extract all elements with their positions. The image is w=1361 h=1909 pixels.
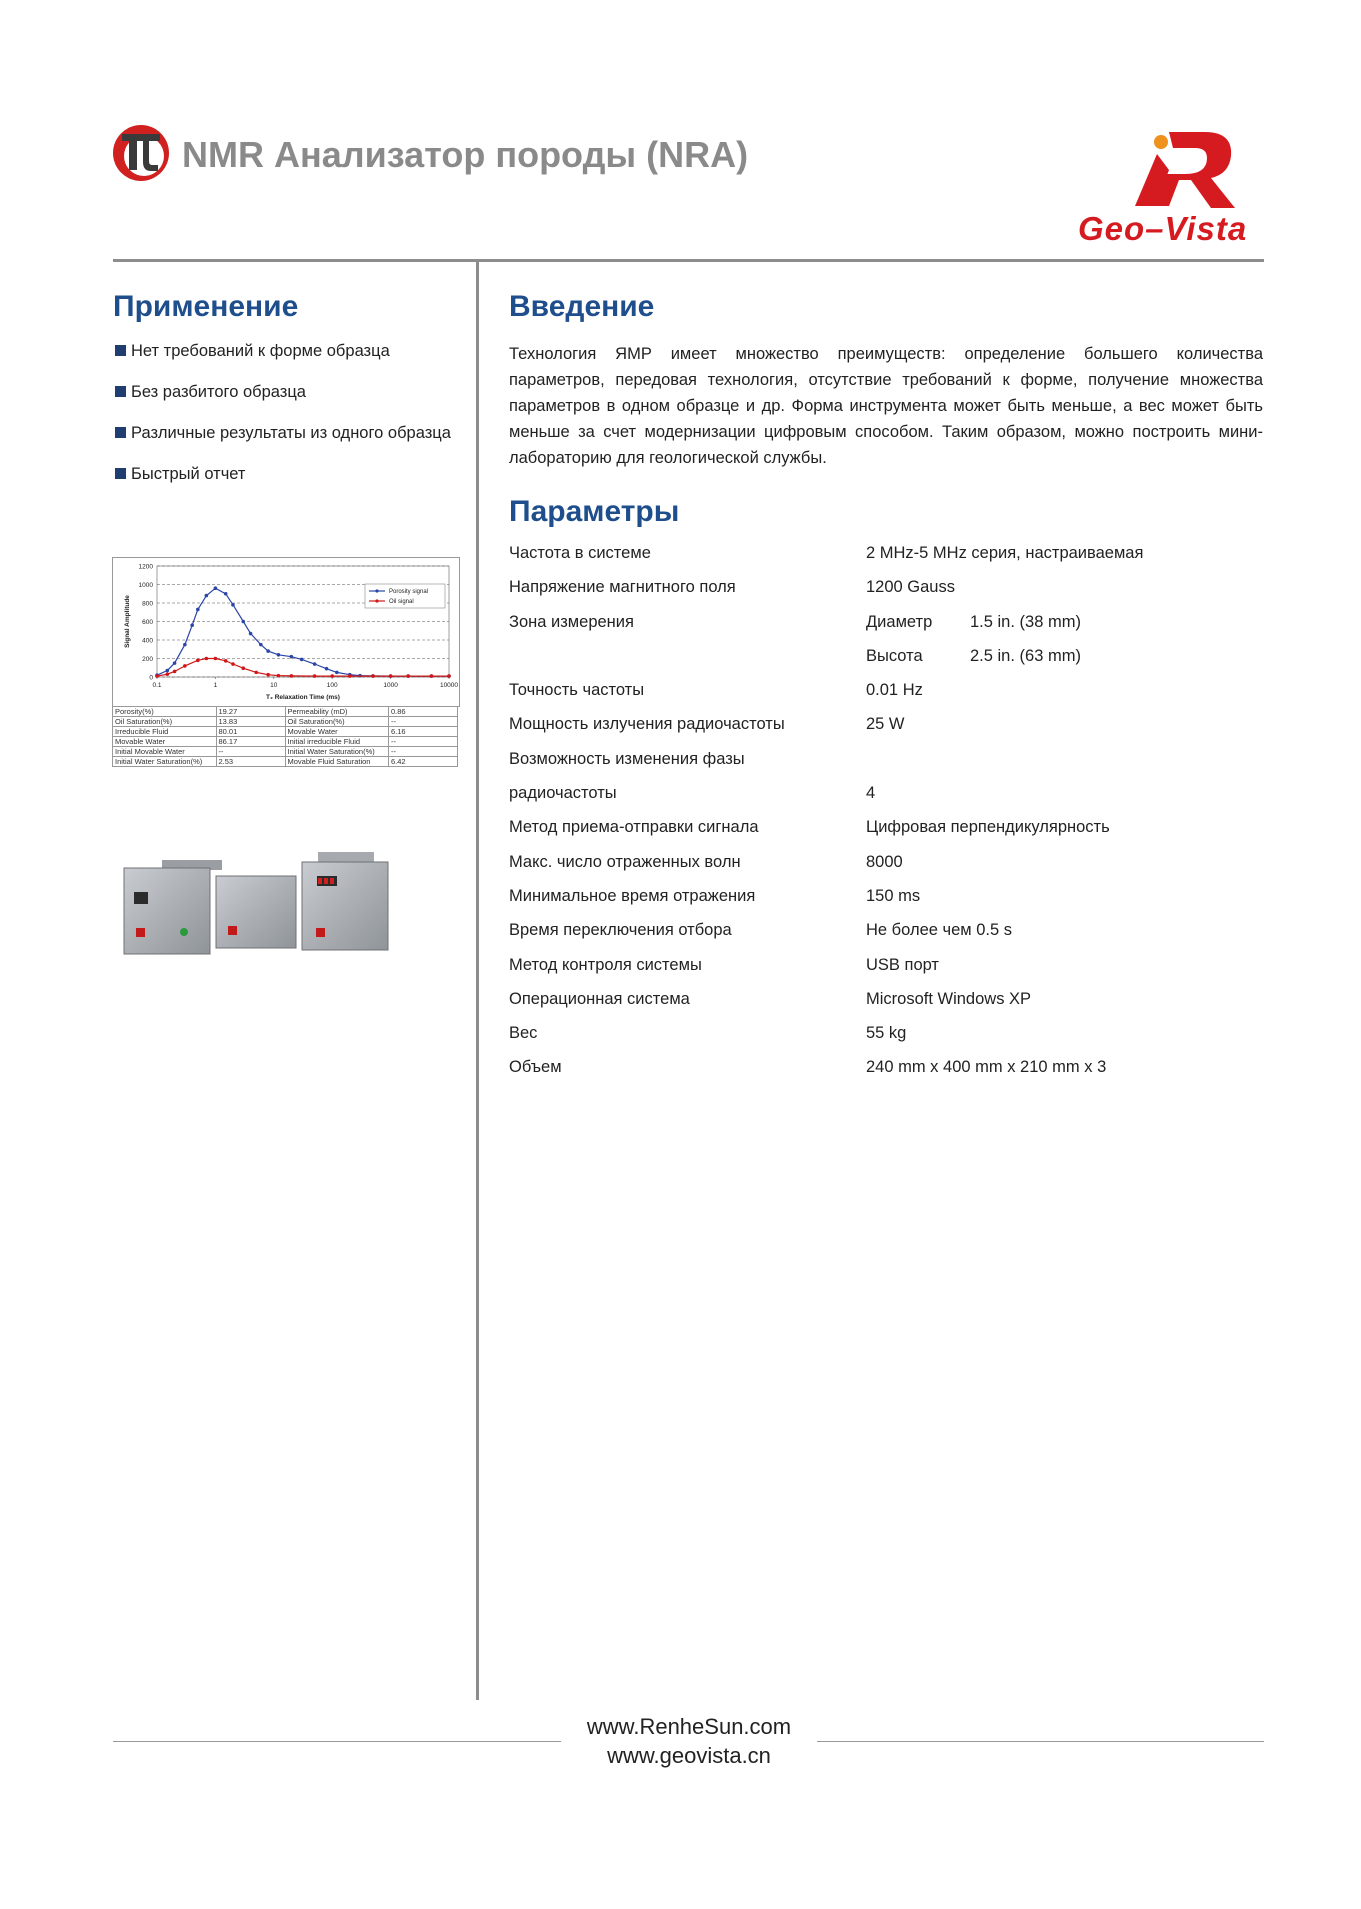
data-point — [406, 674, 410, 678]
legend-marker — [375, 599, 378, 602]
parameter-row — [509, 853, 1263, 887]
introduction-title: Введение — [509, 290, 655, 323]
data-point — [266, 649, 270, 653]
y-axis-label: Signal Amplitude — [124, 595, 131, 648]
table-cell: Permeability (mD) — [285, 707, 389, 717]
x-axis-label: T₂ Relaxation Time (ms) — [266, 694, 340, 701]
table-row — [113, 717, 458, 727]
parameter-label: радиочастоты — [509, 784, 617, 803]
table-cell: 13.83 — [216, 717, 285, 727]
data-point — [325, 667, 329, 671]
data-point — [241, 620, 245, 624]
t2-chart — [112, 557, 460, 707]
table-cell: -- — [216, 747, 285, 757]
parameter-row — [509, 750, 1263, 784]
bullet-icon — [115, 468, 126, 479]
table-row — [113, 707, 458, 717]
y-tick-label: 200 — [142, 656, 153, 663]
data-point — [371, 674, 375, 678]
parameter-row — [509, 887, 1263, 921]
data-point — [190, 623, 194, 627]
data-point — [430, 674, 434, 678]
data-point — [214, 657, 218, 661]
x-tick-label: 1 — [213, 682, 218, 689]
t2-chart-svg — [113, 558, 459, 706]
parameter-value: 8000 — [866, 852, 903, 871]
parameter-value: Диаметр — [866, 612, 933, 631]
y-tick-label: 600 — [142, 619, 153, 626]
parameter-value: 55 kg — [866, 1024, 907, 1043]
data-point — [277, 674, 281, 678]
page-title: NMR Анализатор породы (NRA) — [182, 134, 749, 175]
data-point — [165, 672, 169, 676]
x-tick-label: 10 — [270, 682, 278, 689]
website-link[interactable]: www.geovista.cn — [607, 1743, 771, 1768]
device-photo — [122, 852, 452, 962]
data-point — [313, 662, 317, 666]
parameter-value: Microsoft Windows XP — [866, 989, 1032, 1008]
list-item: Без разбитого образца — [113, 382, 453, 402]
table-cell: 19.27 — [216, 707, 285, 717]
table-row — [113, 747, 458, 757]
table-cell: Movable Water — [285, 727, 389, 737]
table-cell: -- — [389, 747, 458, 757]
applications-title: Применение — [113, 290, 299, 323]
parameter-row — [509, 956, 1263, 990]
parameter-label: Точность частоты — [509, 681, 645, 700]
parameters-table — [509, 544, 1263, 1093]
parameter-row — [509, 613, 1263, 647]
parameter-row — [509, 990, 1263, 1024]
footer-divider-right — [817, 1741, 1264, 1742]
parameter-value: 2 MHz-5 MHz серия, настраиваемая — [866, 544, 1144, 562]
data-point — [196, 608, 200, 612]
data-point — [249, 632, 253, 636]
legend-label: Porosity signal — [389, 589, 429, 596]
header-divider — [113, 259, 1264, 262]
parameter-row — [509, 544, 1263, 578]
parameter-label: Время переключения отбора — [509, 921, 732, 940]
table-cell: 6.42 — [389, 757, 458, 767]
parameter-row — [509, 784, 1263, 818]
y-tick-label: 1200 — [138, 563, 153, 571]
table-cell: Initial Water Saturation(%) — [285, 747, 389, 757]
column-divider — [476, 259, 479, 1700]
parameter-value: 150 ms — [866, 886, 921, 905]
table-cell: Porosity(%) — [113, 707, 217, 717]
data-point — [165, 669, 169, 673]
data-point — [155, 674, 159, 678]
parameter-subvalue: 2.5 in. (63 mm) — [970, 646, 1081, 665]
parameter-row — [509, 1024, 1263, 1058]
parameter-label: Минимальное время отражения — [509, 886, 756, 905]
list-item: Быстрый отчет — [113, 464, 453, 484]
data-point — [277, 653, 281, 657]
data-point — [224, 659, 228, 663]
data-point — [173, 661, 177, 665]
parameter-value: 4 — [866, 784, 876, 803]
y-tick-label: 800 — [142, 600, 153, 608]
parameter-value: Цифровая перпендикулярность — [866, 818, 1110, 837]
legend-label: Oil signal — [389, 599, 414, 606]
parameter-value: USB порт — [866, 955, 939, 974]
table-cell: -- — [389, 717, 458, 727]
parameter-row — [509, 921, 1263, 955]
table-cell: Initial Water Saturation(%) — [113, 757, 217, 767]
data-point — [241, 666, 245, 670]
table-cell: Initial irreducible Fluid — [285, 737, 389, 747]
table-cell: 6.16 — [389, 727, 458, 737]
list-item: Нет требований к форме образца — [113, 341, 453, 361]
applications-list — [113, 341, 453, 484]
data-point — [290, 655, 294, 659]
data-point — [183, 664, 187, 668]
bullet-icon — [115, 427, 126, 438]
y-tick-label: 0 — [149, 674, 153, 682]
footer-divider-left — [113, 1741, 561, 1742]
parameter-value: 1200 Gauss — [866, 578, 955, 597]
data-point — [183, 643, 187, 647]
parameter-label: Макс. число отраженных волн — [509, 852, 741, 871]
data-point — [231, 603, 235, 607]
x-tick-label: 10000 — [439, 682, 459, 689]
parameter-label: Частота в системе — [509, 544, 651, 562]
data-point — [300, 658, 304, 662]
y-tick-label: 1000 — [138, 582, 153, 589]
parameter-row — [509, 578, 1263, 612]
data-point — [389, 674, 393, 678]
parameter-label: Метод приема-отправки сигнала — [509, 818, 759, 837]
measurements-table — [112, 706, 458, 767]
x-tick-label: 0.1 — [152, 682, 162, 689]
table-cell: Irreducible Fluid — [113, 727, 217, 737]
data-point — [214, 586, 218, 590]
data-point — [335, 671, 339, 675]
table-cell: -- — [389, 737, 458, 747]
introduction-text: Технология ЯМР имеет множество преимуществ: определение большего количества параметров, передовая технология, отсутствие требований к форме, получение множества параметров в одном образце и др. Форма инструмента может быть меньше, а вес может быть меньше за счет модернизации цифровым способом. Таким образом, можно построить мини-лабораторию для геологической службы. — [509, 345, 1263, 467]
parameter-value: Высота — [866, 646, 923, 665]
website-link[interactable]: www.RenheSun.com — [586, 1714, 792, 1739]
x-tick-label: 100 — [326, 682, 338, 689]
parameter-subvalue: 1.5 in. (38 mm) — [970, 612, 1081, 631]
parameters-title: Параметры — [509, 495, 680, 528]
parameter-label: Мощность излучения радиочастоты — [509, 715, 785, 734]
bullet-icon — [115, 386, 126, 397]
list-item: Различные результаты из одного образца — [113, 423, 453, 443]
parameter-label: Операционная система — [509, 989, 690, 1008]
parameter-label: Объем — [509, 1058, 562, 1077]
brand-name: Geo–Vista — [1078, 210, 1248, 247]
data-point — [266, 673, 270, 677]
company-logo-icon — [112, 124, 170, 182]
data-point — [330, 674, 334, 678]
table-cell: Movable Water — [113, 737, 217, 747]
legend-marker — [375, 589, 378, 592]
table-row — [113, 757, 458, 767]
table-cell: Oil Saturation(%) — [285, 717, 389, 727]
y-tick-label: 400 — [142, 637, 153, 645]
data-point — [196, 659, 200, 663]
parameter-label: Возможность изменения фазы — [509, 749, 745, 768]
table-cell: Oil Saturation(%) — [113, 717, 217, 727]
table-cell: 86.17 — [216, 737, 285, 747]
parameter-label: Вес — [509, 1024, 538, 1043]
parameter-label: Напряжение магнитного поля — [509, 578, 736, 597]
bullet-icon — [115, 345, 126, 356]
table-cell: 80.01 — [216, 727, 285, 737]
parameter-row — [509, 715, 1263, 749]
data-point — [290, 674, 294, 678]
data-point — [231, 662, 235, 666]
x-tick-label: 1000 — [383, 682, 398, 689]
table-cell: 2.53 — [216, 757, 285, 767]
data-point — [259, 643, 263, 647]
parameter-value: 25 W — [866, 715, 905, 734]
data-point — [447, 674, 451, 678]
data-point — [205, 594, 209, 598]
data-point — [224, 592, 228, 596]
table-row — [113, 727, 458, 737]
data-point — [173, 670, 177, 674]
data-point — [313, 674, 317, 678]
table-cell: Initial Movable Water — [113, 747, 217, 757]
table-row — [113, 737, 458, 747]
data-point — [205, 657, 209, 661]
data-point — [254, 671, 258, 675]
parameter-row — [509, 818, 1263, 852]
parameter-value: Не более чем 0.5 s — [866, 921, 1012, 940]
table-cell: 0.86 — [389, 707, 458, 717]
parameter-row — [509, 1058, 1263, 1092]
table-cell: Movable Fluid Saturation — [285, 757, 389, 767]
parameter-value: 240 mm x 400 mm x 210 mm x 3 — [866, 1058, 1107, 1077]
parameter-label: Метод контроля системы — [509, 955, 702, 974]
parameter-label: Зона измерения — [509, 612, 634, 631]
parameter-value: 0.01 Hz — [866, 681, 923, 700]
parameter-row — [509, 681, 1263, 715]
parameter-row — [509, 647, 1263, 681]
data-point — [348, 674, 352, 678]
